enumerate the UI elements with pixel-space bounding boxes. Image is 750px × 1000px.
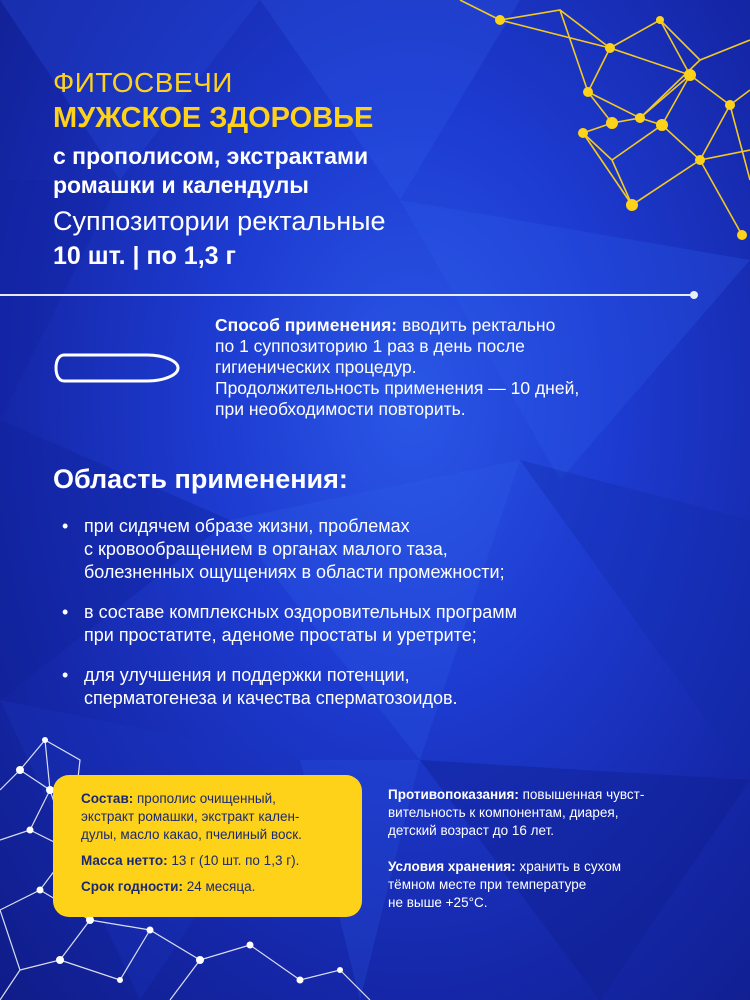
bullet: •: [62, 665, 69, 685]
contra-text: повышенная чувст-: [518, 787, 645, 802]
list-item: [62, 664, 702, 710]
list-item-text: при простатите, аденоме простаты и уретрите;: [84, 625, 477, 645]
usage-text: по 1 суппозиторию 1 раз в день после: [215, 336, 525, 356]
storage-label: Условия хранения:: [388, 859, 516, 874]
application-area-title: Область применения:: [53, 464, 348, 494]
list-item-text: при сидячем образе жизни, проблемах: [84, 516, 410, 536]
composition: [81, 790, 346, 844]
usage-label: Способ применения:: [215, 315, 398, 335]
usage-text: при необходимости повторить.: [215, 399, 466, 419]
bullet: •: [62, 602, 69, 622]
composition-text: экстракт ромашки, экстракт кален-: [81, 809, 300, 824]
composition-text: дулы, масло какао, пчелиный воск.: [81, 827, 302, 842]
subtitle-line: ромашки и календулы: [53, 172, 309, 198]
storage-text: тёмном месте при температуре: [388, 877, 587, 892]
package-quantity: 10 шт. | по 1,3 г: [53, 242, 236, 270]
contra-text: детский возраст до 16 лет.: [388, 823, 555, 838]
contraindications: [388, 786, 718, 840]
shelf-life: [81, 878, 346, 896]
mass-value: 13 г (10 шт. по 1,3 г).: [167, 853, 300, 868]
storage-text: хранить в сухом: [515, 859, 621, 874]
list-item: [62, 515, 702, 584]
dosage-form: Суппозитории ректальные: [53, 206, 386, 236]
product-name: МУЖСКОЕ ЗДОРОВЬЕ: [53, 102, 374, 134]
list-item-text: сперматогенеза и качества сперматозоидов.: [84, 688, 458, 708]
net-mass: [81, 852, 346, 870]
mass-label: Масса нетто:: [81, 853, 168, 868]
shelf-label: Срок годности:: [81, 879, 183, 894]
composition-card: [53, 775, 362, 917]
list-item-text: болезненных ощущениях в области промежности;: [84, 562, 505, 582]
product-subtitle: [53, 142, 573, 200]
brand-name: ФИТОСВЕЧИ: [53, 67, 233, 98]
composition-text: прополис очищенный,: [133, 791, 276, 806]
subtitle-line: с прополисом, экстрактами: [53, 143, 369, 169]
usage-text: Продолжительность применения — 10 дней,: [215, 378, 580, 398]
application-area-list: [62, 515, 702, 727]
list-item-text: в составе комплексных оздоровительных программ: [84, 602, 518, 622]
product-header: [53, 66, 573, 272]
storage-text: не выше +25°С.: [388, 895, 488, 910]
list-item-text: с кровообращением в органах малого таза,: [84, 539, 448, 559]
bullet: •: [62, 516, 69, 536]
storage-conditions: [388, 858, 718, 912]
contra-text: вительность к компонентам, диарея,: [388, 805, 619, 820]
list-item: [62, 601, 702, 647]
divider-line: [0, 294, 697, 296]
usage-text: вводить ректально: [397, 315, 556, 335]
composition-label: Состав:: [81, 791, 134, 806]
contra-label: Противопоказания:: [388, 787, 519, 802]
suppository-icon: [52, 347, 182, 389]
side-info: [388, 786, 718, 930]
usage-instructions: [215, 315, 685, 420]
shelf-value: 24 месяца.: [182, 879, 256, 894]
usage-text: гигиенических процедур.: [215, 357, 417, 377]
list-item-text: для улучшения и поддержки потенции,: [84, 665, 410, 685]
